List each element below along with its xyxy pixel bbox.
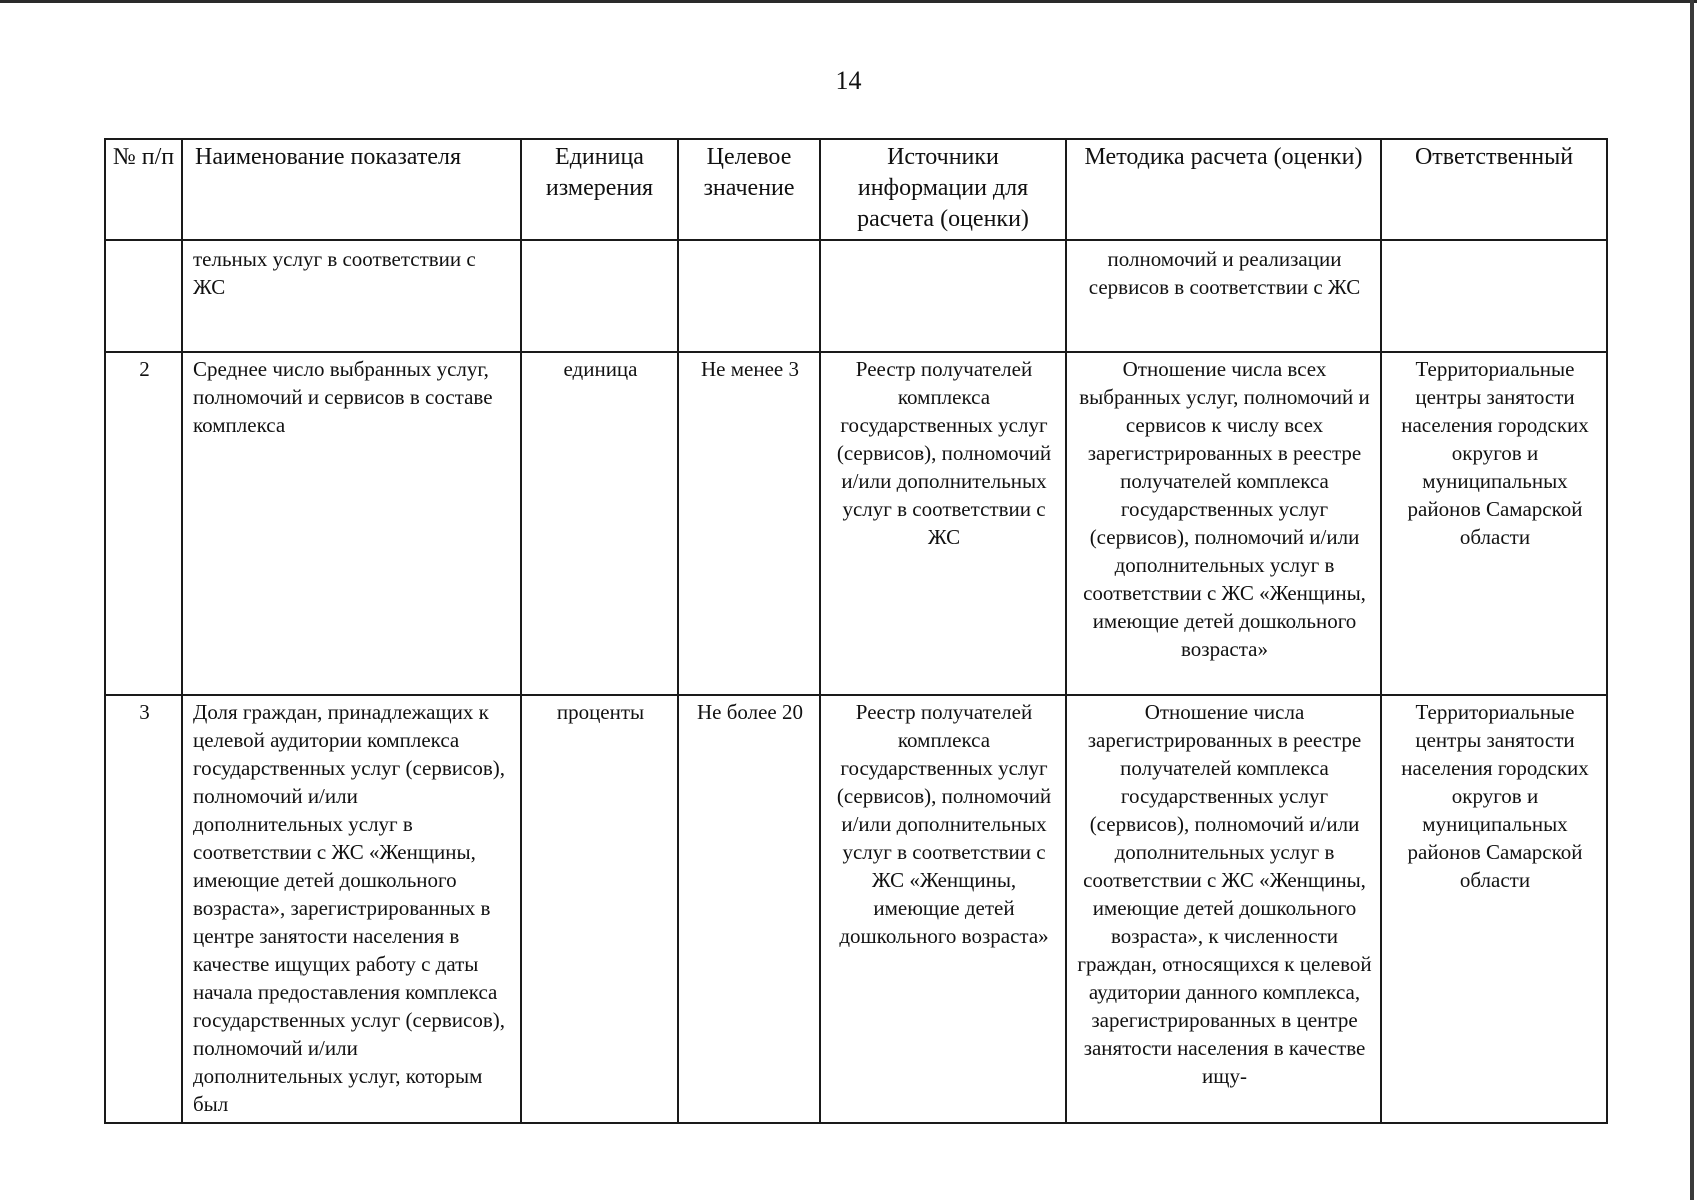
header-name: Наименование показателя (182, 139, 521, 240)
cell-name: Среднее число выбранных услуг, полномочий и сервисов в составе комплекса (182, 352, 521, 695)
scan-right-edge (1690, 0, 1694, 1200)
page-number: 14 (835, 66, 862, 95)
header-target: Целевое значение (678, 139, 820, 240)
cell-responsible (1381, 240, 1607, 352)
table-row (105, 695, 1607, 1123)
cell-target: Не более 20 (678, 695, 820, 1123)
cell-unit: проценты (521, 695, 678, 1123)
table-header-row (105, 139, 1607, 240)
indicators-table (104, 138, 1608, 1124)
cell-sources (820, 240, 1066, 352)
table-row (105, 352, 1607, 695)
cell-name: тельных услуг в соответствии с ЖС (182, 240, 521, 352)
cell-method: Отношение числа зарегистрированных в реестре получателей комплекса государственных услуг (сервисов), полномочий и/или дополнительных услуг в соответствии с ЖС «Женщины, имеющие детей дошкольного возраста», к численности граждан, относящихся к целевой аудитории данного комплекса, зарегистрированных в центре занятости населения в качестве ищу- (1066, 695, 1381, 1123)
header-sources: Источники информации для расчета (оценки) (820, 139, 1066, 240)
table-row (105, 240, 1607, 352)
cell-method: Отношение числа всех выбранных услуг, полномочий и сервисов к числу всех зарегистрированных в реестре получателей комплекса государственных услуг (сервисов), полномочий и/или дополнительных услуг в соответствии с ЖС «Женщины, имеющие детей дошкольного возраста» (1066, 352, 1381, 695)
scan-top-edge (0, 0, 1697, 3)
cell-name: Доля граждан, принадлежащих к целевой аудитории комплекса государственных услуг (сервисов), полномочий и/или дополнительных услуг в соответствии с ЖС «Женщины, имеющие детей дошкольного возраста», зарегистрированных в центре занятости населения в качестве ищущих работу с даты начала предоставления комплекса государственных услуг (сервисов), полномочий и/или дополнительных услуг, которым был (182, 695, 521, 1123)
cell-num: 2 (105, 352, 182, 695)
cell-target (678, 240, 820, 352)
header-responsible: Ответственный (1381, 139, 1607, 240)
cell-unit: единица (521, 352, 678, 695)
header-unit: Единица измерения (521, 139, 678, 240)
cell-target: Не менее 3 (678, 352, 820, 695)
cell-unit (521, 240, 678, 352)
cell-responsible: Территориальные центры занятости населения городских округов и муниципальных районов Самарской области (1381, 695, 1607, 1123)
cell-num: 3 (105, 695, 182, 1123)
header-method: Методика расчета (оценки) (1066, 139, 1381, 240)
cell-method: полномочий и реализации сервисов в соответствии с ЖС (1066, 240, 1381, 352)
cell-sources: Реестр получателей комплекса государственных услуг (сервисов), полномочий и/или дополнительных услуг в соответствии с ЖС «Женщины, имеющие детей дошкольного возраста» (820, 695, 1066, 1123)
header-num: № п/п (105, 139, 182, 240)
cell-num (105, 240, 182, 352)
cell-responsible: Территориальные центры занятости населения городских округов и муниципальных районов Самарской области (1381, 352, 1607, 695)
cell-sources: Реестр получателей комплекса государственных услуг (сервисов), полномочий и/или дополнительных услуг в соответствии с ЖС (820, 352, 1066, 695)
